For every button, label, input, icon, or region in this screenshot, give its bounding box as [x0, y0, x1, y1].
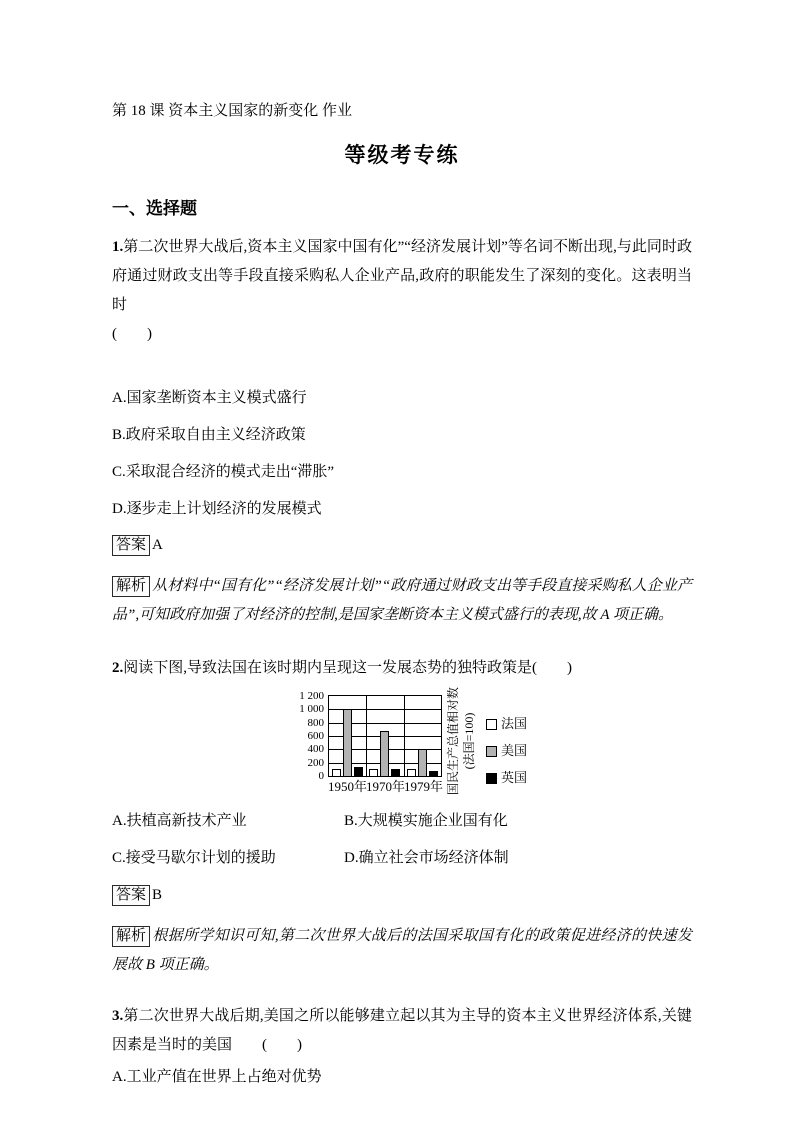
bar-法国-1970年: [369, 769, 378, 776]
question-1: [112, 233, 692, 630]
bar-group-1979年: [404, 696, 441, 776]
answer-label: 答案: [112, 885, 150, 906]
question-2-analysis: 解析 根据所学知识可知,第二次世界大战后的法国采取国有化的政策促进经济的快速发展故 B 项正确。: [112, 928, 692, 974]
option-q3-a: A.工业产值在世界上占绝对优势: [112, 1069, 322, 1086]
bar-英国-1970年: [391, 769, 400, 776]
page-content: [112, 0, 692, 1086]
option-q1-b: B.政府采取自由主义经济政策: [112, 427, 306, 443]
question-1-answer: [112, 534, 692, 556]
y-tick-label: 1 000: [299, 703, 324, 716]
legend-label: 英国: [501, 770, 528, 786]
bar-英国-1979年: [429, 771, 438, 776]
legend-item-英国: [486, 771, 527, 785]
legend-swatch: [486, 746, 497, 757]
bar-group-1970年: [366, 696, 403, 776]
question-2-number: 2.: [112, 660, 124, 677]
question-3: [112, 1002, 692, 1086]
question-2-options: [112, 812, 692, 867]
y-tick-label: 400: [307, 743, 324, 756]
x-tick-label: 1970年: [365, 779, 405, 795]
legend-swatch: [486, 773, 497, 784]
x-tick-label: 1950年: [328, 779, 368, 795]
question-2-answer: [112, 884, 692, 906]
option-q2-a: A.扶植高新技术产业: [112, 813, 247, 830]
bar-group-1950年: [329, 696, 366, 776]
chart-y-axis-title-area: [442, 687, 480, 796]
question-1-options: [112, 389, 692, 518]
question-2-stem: 2.阅读下图,导致法国在该时期内呈现这一发展态势的独特政策是( ): [112, 660, 572, 677]
chart-y-axis: [290, 690, 328, 783]
answer-value: A: [152, 537, 163, 553]
chart-plot-area: [328, 695, 442, 777]
section-heading: 一、选择题: [112, 199, 197, 218]
question-1-answer-brackets: ( ): [112, 326, 152, 342]
bar-美国-1970年: [380, 731, 389, 776]
doc-header: 第 18 课 资本主义国家的新变化 作业: [112, 103, 353, 119]
gnp-bar-chart: [290, 687, 692, 798]
option-q1-c: C.采取混合经济的模式走出“滞胀”: [112, 464, 335, 480]
bar-法国-1950年: [332, 769, 341, 776]
y-tick-label: 600: [307, 730, 324, 743]
question-1-stem: 1.第二次世界大战后,资本主义国家中国有化”“经济发展计划”等名词不断出现,与此同时政府通过财政支出等手段直接采购私人企业产品,政府的职能发生了深刻的变化。这表明当时: [112, 239, 692, 313]
legend-label: 美国: [501, 743, 528, 759]
option-q2-c: C.接受马歇尔计划的援助: [112, 850, 276, 867]
answer-label: 答案: [112, 535, 150, 556]
option-q2-b: B.大规模实施企业国有化: [344, 813, 508, 830]
legend-item-法国: [486, 717, 527, 731]
page-title: 等级考专练: [344, 144, 460, 167]
legend-item-美国: [486, 744, 527, 758]
y-tick-label: 800: [307, 716, 324, 729]
chart-legend: [486, 717, 527, 798]
y-tick-label: 0: [318, 770, 324, 783]
analysis-label: 解析: [112, 576, 150, 597]
chart-x-axis: [328, 777, 442, 797]
analysis-label: 解析: [112, 926, 150, 947]
question-3-options: [112, 1068, 692, 1086]
y-tick-label: 200: [307, 756, 324, 769]
chart-y-axis-title: 国民生产总值相对数 (法国=100): [446, 687, 476, 796]
bar-法国-1979年: [407, 769, 416, 776]
chart-axes-area: [290, 690, 443, 797]
option-q1-d: D.逐步走上计划经济的发展模式: [112, 501, 322, 517]
option-q1-a: A.国家垄断资本主义模式盛行: [112, 390, 307, 406]
question-3-stem: 3.第二次世界大战后期,美国之所以能够建立起以其为主导的资本主义世界经济体系,关键因素是当时的美国 ( ): [112, 1008, 692, 1054]
question-3-number: 3.: [112, 1008, 124, 1025]
question-2: [112, 654, 692, 980]
y-tick-label: 1 200: [299, 690, 324, 703]
answer-value: B: [152, 887, 163, 904]
x-tick-label: 1979年: [403, 779, 443, 795]
bar-美国-1950年: [343, 709, 352, 776]
bar-英国-1950年: [354, 767, 363, 776]
bar-美国-1979年: [418, 749, 427, 776]
legend-swatch: [486, 719, 497, 730]
legend-label: 法国: [501, 716, 528, 732]
option-q2-d: D.确立社会市场经济体制: [344, 850, 509, 867]
question-1-number: 1.: [112, 239, 124, 255]
question-1-analysis: 解析 从材料中“国有化”“经济发展计划”“政府通过财政支出等手段直接采购私人企业产品”,可知政府加强了对经济的控制,是国家垄断资本主义模式盛行的表现,故 A 项正确。: [112, 578, 692, 624]
